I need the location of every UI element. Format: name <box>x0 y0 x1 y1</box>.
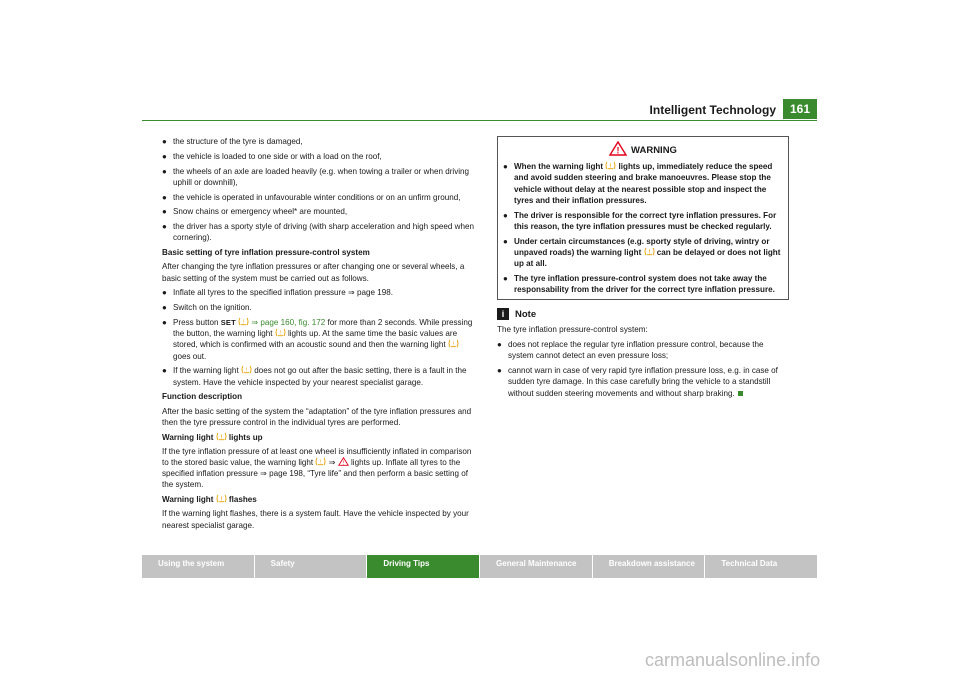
svg-text:!: ! <box>220 496 223 503</box>
warning-triangle-icon <box>609 141 627 156</box>
svg-text:!: ! <box>220 433 223 440</box>
tab-driving-tips[interactable]: Driving Tips <box>367 555 479 578</box>
note-item: ● cannot warn in case of very rapid tyre inflation pressure loss, e.g. in case of sudden tyre damage. In this case carefully bring the vehicle to a standstill without sudden steering movements and without sharp braking. <box>497 366 778 398</box>
bullet-icon: ● <box>503 210 508 220</box>
function-heading: Function description <box>162 392 243 402</box>
function-text: After the basic setting of the system the “adaptation” of the tyre inflation pressures and then the tyre pressure control in the individual tyres are performed. <box>162 406 472 427</box>
warning-item: ● Under certain circumstances (e.g. sporty style of driving, wintry or unpaved roads) the warning light ! can be delayed or does not light up at all. <box>503 236 781 269</box>
svg-text:!: ! <box>320 459 322 466</box>
bullet-icon: ● <box>503 273 508 283</box>
bullet-icon: ● <box>497 340 502 350</box>
svg-text:!: ! <box>245 367 248 374</box>
tyre-warning-icon <box>448 339 459 348</box>
flashes-heading: Warning light ! flashes <box>162 495 257 505</box>
note-item: ● does not replace the regular tyre inflation pressure control, because the system cannot detect an even pressure loss; <box>497 340 764 361</box>
bullet-icon: ● <box>162 222 167 232</box>
watermark: carmanualsonline.info <box>645 650 821 670</box>
bullet-icon: ● <box>503 236 508 246</box>
bullet-icon: ● <box>162 317 167 327</box>
step-fault: ● If the warning light ! does not go out after the basic setting, there is a fault in the system. Have the vehicle inspected by your nearest specialist garage. <box>162 366 467 387</box>
right-column <box>497 136 789 402</box>
list-item: ● the vehicle is loaded to one side or with a load on the roof, <box>162 151 382 161</box>
tyre-warning-icon <box>238 317 249 326</box>
svg-text:!: ! <box>242 319 245 326</box>
bullet-icon: ● <box>162 166 167 176</box>
bullet-icon: ● <box>503 162 508 172</box>
svg-text:!: ! <box>279 330 281 337</box>
svg-text:!: ! <box>609 163 612 170</box>
header-rule <box>142 120 817 121</box>
note-heading: i Note <box>497 308 789 320</box>
tyre-warning-icon <box>216 432 227 441</box>
page-link[interactable]: ⇒ page 160, fig. 172 <box>251 317 326 327</box>
tab-technical-data[interactable]: Technical Data <box>705 555 817 578</box>
tyre-warning-icon <box>241 365 252 374</box>
tab-safety[interactable]: Safety <box>255 555 367 578</box>
bullet-icon: ● <box>162 192 167 202</box>
warning-heading: ! WARNING <box>503 141 783 156</box>
section-title: Intelligent Technology <box>649 103 776 117</box>
svg-text:!: ! <box>452 341 455 348</box>
bullet-icon: ● <box>162 151 167 161</box>
step-ignition: ● Switch on the ignition. <box>162 303 252 313</box>
set-button-icon: SET <box>220 317 236 327</box>
bullet-icon: ● <box>497 366 502 376</box>
bullet-icon: ● <box>162 137 167 146</box>
tyre-warning-icon <box>605 161 616 170</box>
tab-using-the-system[interactable]: Using the system <box>142 555 254 578</box>
list-item: ● the structure of the tyre is damaged, <box>162 137 303 146</box>
tyre-warning-icon <box>216 494 227 503</box>
warning-item: ● The tyre inflation pressure-control system does not take away the responsability from the driver for the correct tyre inflation pressure. <box>503 273 775 295</box>
warning-box <box>497 136 789 300</box>
warning-item: ● The driver is responsible for the correct tyre inflation pressures. For this reason, the tyre inflation pressures must be checked regularly. <box>503 210 777 231</box>
note-intro: The tyre inflation pressure-control system: <box>497 325 648 335</box>
basic-setting-heading: Basic setting of tyre inflation pressure-control system <box>162 248 370 258</box>
svg-text:!: ! <box>342 460 344 466</box>
list-item: ● the wheels of an axle are loaded heavily (e.g. when towing a trailer or when driving uphill or downhill), <box>162 166 470 187</box>
svg-text:!: ! <box>648 249 650 256</box>
step-inflate: ● Inflate all tyres to the specified inflation pressure ⇒ page 198. <box>162 288 394 298</box>
tyre-warning-icon <box>275 328 286 337</box>
tab-general-maintenance[interactable]: General Maintenance <box>480 555 592 578</box>
list-item: ● Snow chains or emergency wheel* are mounted, <box>162 207 348 217</box>
tyre-warning-icon <box>644 247 655 256</box>
list-item: ● the vehicle is operated in unfavourable winter conditions or on an unfirm ground, <box>162 192 461 202</box>
bullet-icon: ● <box>162 207 167 217</box>
footer-tabs <box>142 555 817 578</box>
tab-breakdown-assistance[interactable]: Breakdown assistance <box>593 555 705 578</box>
svg-text:!: ! <box>616 145 620 156</box>
page-number: 161 <box>783 99 817 119</box>
left-column <box>162 136 476 534</box>
lights-up-heading: Warning light ! lights up <box>162 432 263 442</box>
warning-item: ● When the warning light ! lights up, immediately reduce the speed and avoid sudden steering and brake manoeuvres. Please stop the vehicle without delay at the nearest possible stop and inspect the tyres and their inflation pressures. <box>503 162 773 205</box>
tyre-warning-icon <box>315 457 326 466</box>
lights-up-text: If the tyre inflation pressure of at least one wheel is insufficiently inflated in comparison to the stored basic value, the warning light ! ⇒ ! lights up. Inflate all tyres to the specified inflation pressure ⇒ page 198, “Tyre life” and then perform a basic setting of the system. <box>162 446 472 490</box>
step-press-button: ● Press button SET ! ⇒ page 160, fig. 172 for more than 2 seconds. While pressing the button, the warning light ! lights up. At the same time the basic values are stored, which is confirmed with an acoustic sound and then the warning light ! goes out. <box>162 317 473 361</box>
basic-setting-text: After changing the tyre inflation pressures or after changing one or several wheels, a basic setting of the system must be carried out as follows. <box>162 262 465 283</box>
bullet-icon: ● <box>162 303 167 313</box>
info-icon: i <box>497 308 509 320</box>
warning-triangle-icon <box>338 457 349 466</box>
section-end-icon <box>738 391 743 396</box>
bullet-icon: ● <box>162 288 167 298</box>
flashes-text: If the warning light flashes, there is a system fault. Have the vehicle inspected by your nearest specialist garage. <box>162 509 469 530</box>
bullet-icon: ● <box>162 366 167 376</box>
list-item: ● the driver has a sporty style of driving (with sharp acceleration and high speed when cornering). <box>162 222 474 243</box>
